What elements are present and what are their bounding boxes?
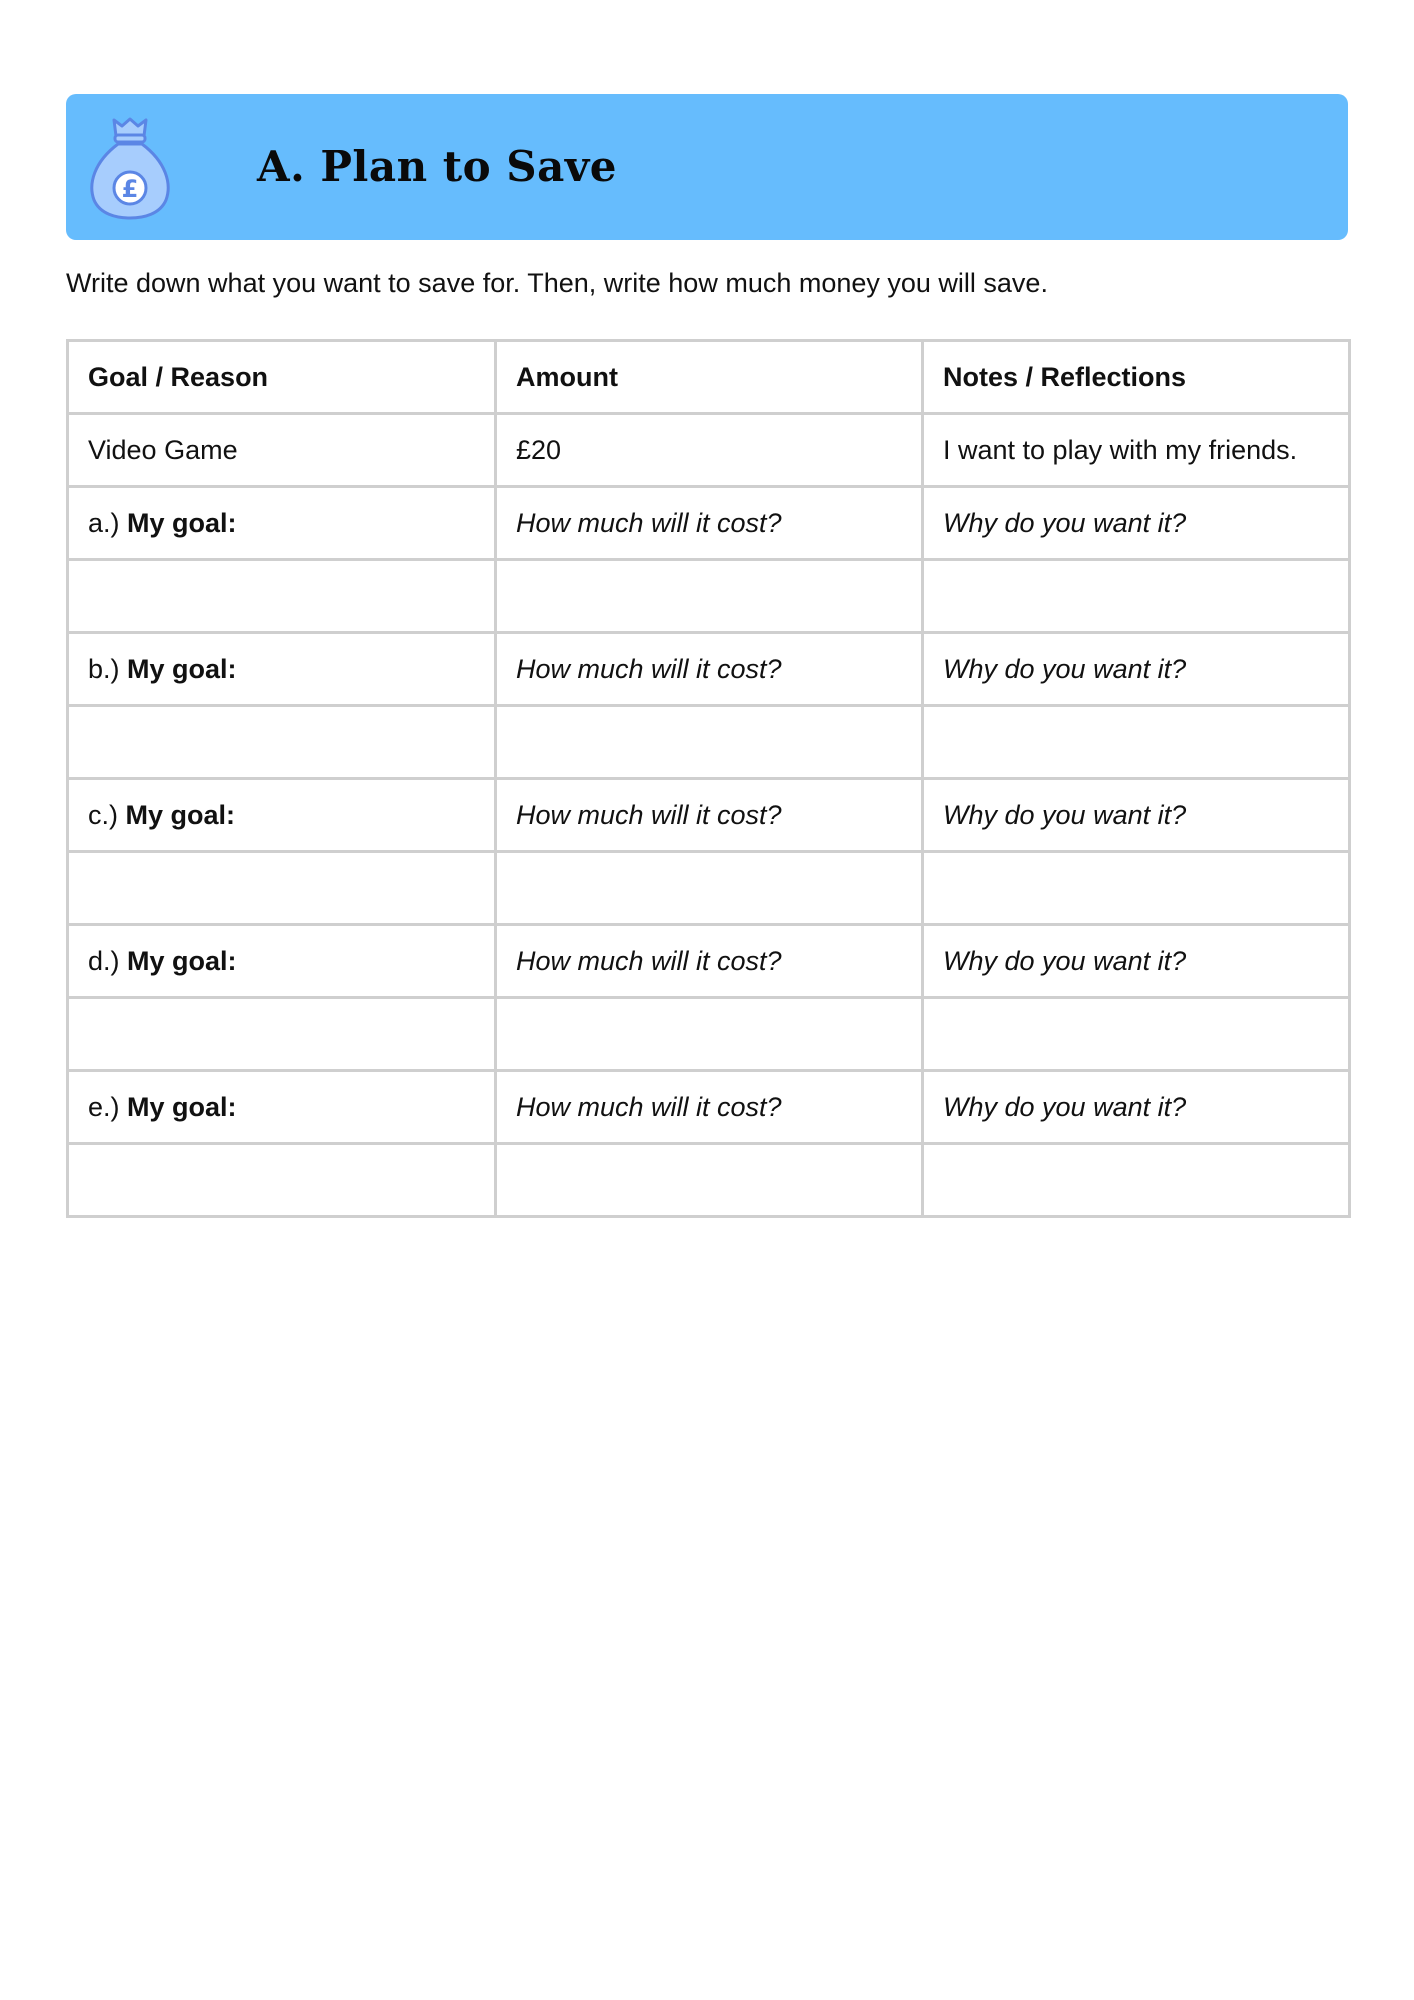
notes-answer-cell[interactable] [923, 852, 1350, 925]
example-amount: £20 [496, 414, 923, 487]
amount-prompt: How much will it cost? [496, 1071, 923, 1144]
example-goal: Video Game [68, 414, 496, 487]
amount-prompt: How much will it cost? [496, 925, 923, 998]
goal-label: My goal: [127, 653, 237, 684]
notes-answer-cell[interactable] [923, 706, 1350, 779]
goal-answer-row-c [68, 852, 1350, 925]
goal-answer-row-b [68, 706, 1350, 779]
amount-answer-cell[interactable] [496, 998, 923, 1071]
notes-prompt: Why do you want it? [923, 487, 1350, 560]
example-row [68, 414, 1350, 487]
amount-prompt: How much will it cost? [496, 633, 923, 706]
goal-answer-cell[interactable] [68, 852, 496, 925]
table-header-row [68, 341, 1350, 414]
notes-prompt: Why do you want it? [923, 1071, 1350, 1144]
amount-answer-cell[interactable] [496, 852, 923, 925]
goal-prefix: e.) [88, 1091, 120, 1122]
goal-label-row-b [68, 633, 1350, 706]
goal-label-cell [68, 487, 496, 560]
pound-symbol: £ [121, 175, 139, 203]
money-bag-icon [84, 114, 176, 222]
goal-answer-cell[interactable] [68, 1144, 496, 1217]
goal-answer-cell[interactable] [68, 560, 496, 633]
goal-label: My goal: [127, 945, 237, 976]
goal-label-cell [68, 633, 496, 706]
amount-answer-cell[interactable] [496, 706, 923, 779]
section-header-banner [66, 94, 1348, 240]
goal-label: My goal: [127, 507, 237, 538]
goal-label: My goal: [125, 799, 236, 830]
goal-answer-row-d [68, 998, 1350, 1071]
goal-label-row-a [68, 487, 1350, 560]
amount-prompt: How much will it cost? [496, 487, 923, 560]
goal-label-row-e [68, 1071, 1350, 1144]
example-notes: I want to play with my friends. [923, 414, 1350, 487]
goal-prefix: b.) [88, 653, 120, 684]
goal-label-cell [68, 779, 496, 852]
goal-label-cell [68, 925, 496, 998]
amount-prompt: How much will it cost? [496, 779, 923, 852]
notes-answer-cell[interactable] [923, 998, 1350, 1071]
notes-answer-cell[interactable] [923, 1144, 1350, 1217]
column-header-goal: Goal / Reason [68, 341, 496, 414]
goal-label-row-d [68, 925, 1350, 998]
amount-answer-cell[interactable] [496, 560, 923, 633]
notes-prompt: Why do you want it? [923, 633, 1350, 706]
goal-answer-row-a [68, 560, 1350, 633]
goal-label-row-c [68, 779, 1350, 852]
amount-answer-cell[interactable] [496, 1144, 923, 1217]
notes-answer-cell[interactable] [923, 560, 1350, 633]
notes-prompt: Why do you want it? [923, 925, 1350, 998]
notes-prompt: Why do you want it? [923, 779, 1350, 852]
goal-label: My goal: [127, 1091, 237, 1122]
goal-prefix: a.) [88, 507, 120, 538]
page-title: A. Plan to Save [257, 142, 617, 191]
goal-label-cell [68, 1071, 496, 1144]
goal-answer-cell[interactable] [68, 706, 496, 779]
goal-prefix: d.) [88, 945, 120, 976]
column-header-notes: Notes / Reflections [923, 341, 1350, 414]
goal-answer-cell[interactable] [68, 998, 496, 1071]
savings-plan-table [66, 339, 1351, 1218]
goal-prefix: c.) [88, 799, 118, 830]
column-header-amount: Amount [496, 341, 923, 414]
goal-answer-row-e [68, 1144, 1350, 1217]
instructions-text: Write down what you want to save for. Then, write how much money you will save. [66, 268, 1048, 298]
